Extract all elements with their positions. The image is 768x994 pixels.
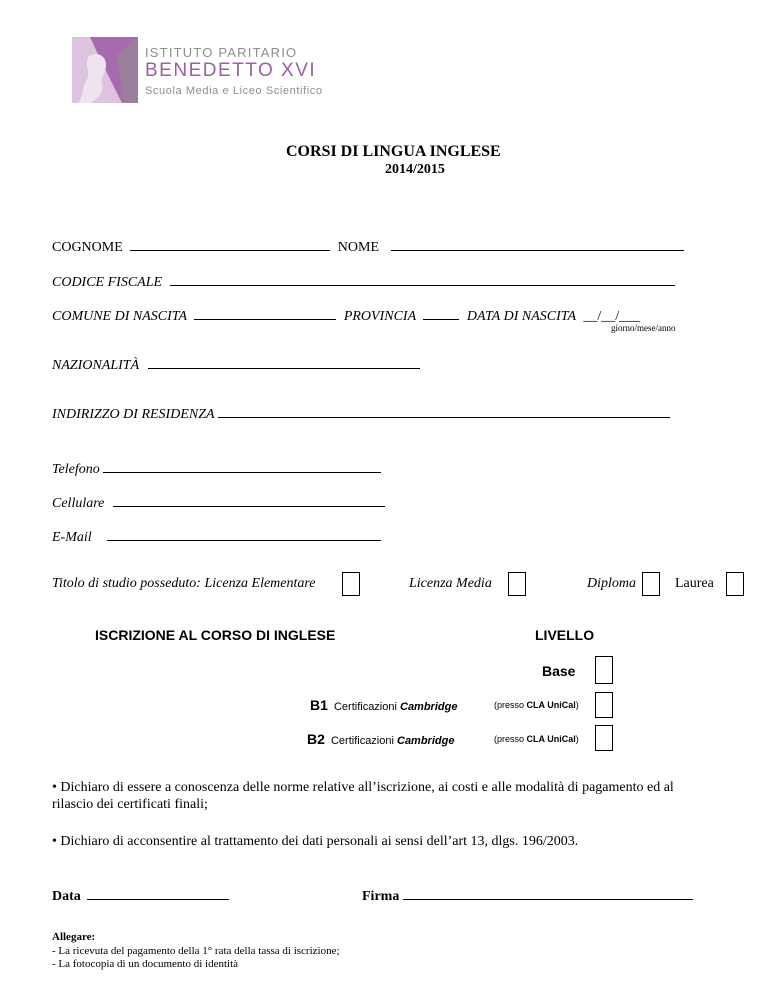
logo-line-1: ISTITUTO PARITARIO — [145, 45, 298, 60]
provincia-label: PROVINCIA — [343, 309, 416, 324]
course-heading: ISCRIZIONE AL CORSO DI INGLESE — [95, 627, 336, 643]
indirizzo-field[interactable] — [218, 403, 670, 418]
checkbox-laurea[interactable] — [726, 572, 744, 596]
nome-field[interactable] — [391, 236, 684, 251]
checkbox-diploma[interactable] — [642, 572, 660, 596]
declaration-2: • Dichiaro di acconsentire al trattamento dei dati personali ai sensi dell’art 13, dlgs. 196/2003. — [52, 834, 579, 849]
indirizzo-row — [52, 403, 670, 423]
declaration-1-line-1: • Dichiaro di essere a conoscenza delle norme relative all’iscrizione, ai costi e alle modalità di pagamento ed al — [52, 780, 674, 795]
b1-presso — [494, 700, 579, 710]
allegare-heading: Allegare: — [52, 931, 96, 943]
declaration-1-line-2: rilascio dei certificati finali; — [52, 797, 208, 812]
checkbox-licenza-media[interactable] — [508, 572, 526, 596]
cognome-field[interactable] — [130, 236, 330, 251]
cognome-label: COGNOME — [52, 240, 123, 255]
b2-presso-close: ) — [575, 734, 579, 744]
checkbox-b1[interactable] — [595, 692, 613, 718]
b1-level: B1 — [310, 697, 328, 713]
logo-line-3: Scuola Media e Liceo Scientifico — [145, 85, 323, 97]
logo-line-2: BENEDETTO XVI — [145, 60, 317, 81]
option-licenza-media-label: Licenza Media — [409, 576, 492, 591]
page-title: CORSI DI LINGUA INGLESE — [286, 143, 501, 160]
b2-presso-open: (presso — [494, 734, 525, 744]
comune-nascita-label: COMUNE DI NASCITA — [52, 309, 187, 324]
allegare-item-2: - La fotocopia di un documento di identità — [52, 958, 239, 970]
nome-label: NOME — [337, 240, 380, 255]
firma-label: Firma — [362, 889, 400, 904]
b1-cert-text: Certificazioni — [333, 701, 397, 713]
checkbox-base[interactable] — [595, 656, 613, 684]
option-laurea-label: Laurea — [675, 576, 714, 591]
telefono-row — [52, 458, 381, 478]
checkbox-licenza-elementare[interactable] — [342, 572, 360, 596]
b2-cert-text: Certificazioni — [330, 735, 394, 747]
data-nascita-label: DATA DI NASCITA — [466, 309, 576, 324]
b2-presso-org: CLA UniCal — [526, 734, 576, 744]
nascita-row — [52, 305, 640, 325]
telefono-label: Telefono — [52, 462, 100, 477]
cellulare-row — [52, 492, 385, 512]
page-year: 2014/2015 — [385, 162, 445, 177]
b2-presso — [494, 734, 579, 744]
firma-row — [362, 885, 693, 905]
comune-nascita-field[interactable] — [194, 305, 336, 320]
data-row — [52, 885, 229, 905]
codice-fiscale-row — [52, 271, 675, 291]
provincia-field[interactable] — [423, 305, 459, 320]
data-field[interactable] — [87, 885, 229, 900]
nazionalita-field[interactable] — [148, 354, 420, 369]
base-label: Base — [542, 663, 576, 679]
b1-presso-org: CLA UniCal — [526, 700, 576, 710]
nazionalita-row — [52, 354, 420, 374]
b1-presso-open: (presso — [494, 700, 525, 710]
telefono-field[interactable] — [103, 458, 381, 473]
b1-cert-brand: Cambridge — [400, 701, 458, 713]
b1-row — [310, 697, 457, 713]
titolo-studio-label: Titolo di studio posseduto: Licenza Elementare — [52, 576, 316, 591]
b2-row — [307, 731, 454, 747]
email-label: E-Mail — [52, 530, 92, 545]
email-field[interactable] — [107, 526, 381, 541]
b1-presso-close: ) — [575, 700, 579, 710]
data-label: Data — [52, 889, 81, 904]
b2-cert-brand: Cambridge — [397, 735, 455, 747]
allegare-item-1: - La ricevuta del pagamento della 1° rata della tassa di iscrizione; — [52, 945, 340, 957]
nazionalita-label: NAZIONALITÀ — [52, 358, 140, 373]
option-diploma-label: Diploma — [587, 576, 636, 591]
b2-level: B2 — [307, 731, 325, 747]
email-row — [52, 526, 381, 546]
data-nascita-field[interactable]: __/__/___ — [583, 309, 641, 324]
codice-fiscale-label: CODICE FISCALE — [52, 275, 163, 290]
indirizzo-label: INDIRIZZO DI RESIDENZA — [52, 407, 215, 422]
checkbox-b2[interactable] — [595, 725, 613, 751]
cognome-row — [52, 236, 684, 256]
school-logo — [72, 37, 332, 109]
codice-fiscale-field[interactable] — [170, 271, 675, 286]
date-hint: giorno/mese/anno — [611, 323, 676, 333]
cellulare-label: Cellulare — [52, 496, 105, 511]
cellulare-field[interactable] — [113, 492, 385, 507]
logo-mark-icon — [72, 37, 138, 103]
livello-heading: LIVELLO — [535, 627, 595, 643]
firma-field[interactable] — [403, 885, 693, 900]
